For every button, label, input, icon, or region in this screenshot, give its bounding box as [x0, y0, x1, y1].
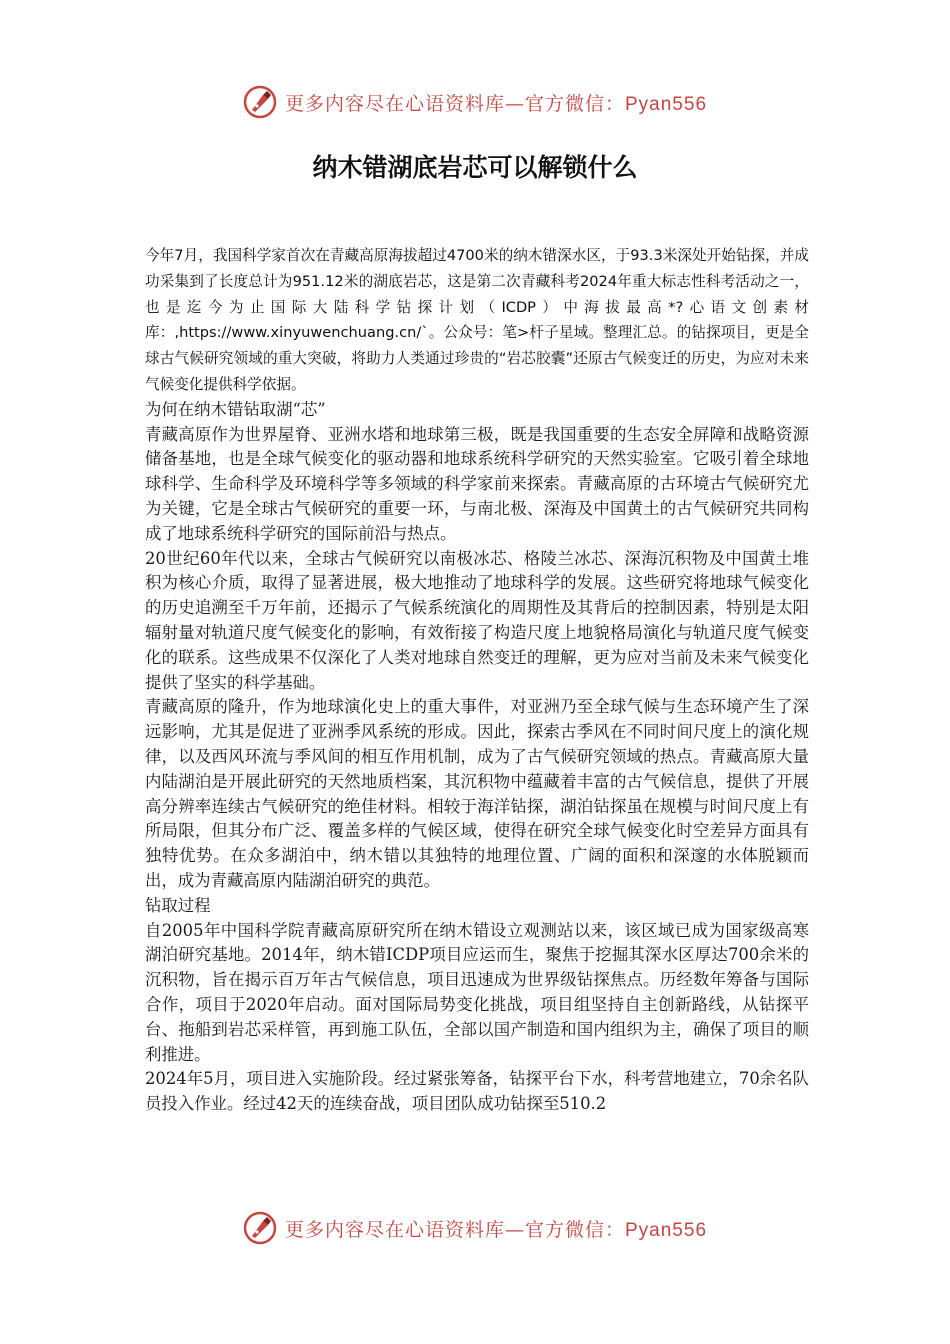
banner-wechat-id: Pyan556 — [625, 1219, 708, 1241]
pen-nib-circle-logo-icon — [243, 1211, 277, 1245]
article-title: 纳木错湖底岩芯可以解锁什么 — [312, 153, 638, 182]
paragraph: 20世纪60年代以来，全球古气候研究以南极冰芯、格陵兰冰芯、深海沉积物及中国黄土堆积为核心介质，取得了显著进展，极大地推动了地球科学的发展。这些研究将地球气候变化的历史追溯至千万年前，还揭示了气候系统演化的周期性及其背后的控制因素，特别是太阳辐射量对轨道尺度气候变化的影响，有效衔接了构造尺度上地貌格局演化与轨道尺度气候变化的联系。这些成果不仅深化了人类对地球自然变迁的理解，更为应对当前及未来气候变化提供了坚实的科学基础。 — [145, 548, 809, 692]
paragraph: 2024年5月，项目进入实施阶段。经过紧张筹备，钻探平台下水，科考营地建立，70余名队员投入作业。经过42天的连续奋战，项目团队成功钻探至510.2 — [145, 1069, 809, 1114]
banner-slogan: 更多内容尽在心语资料库—官方微信： — [284, 92, 625, 115]
article-body — [145, 243, 809, 1117]
pen-nib-circle-logo-icon — [243, 85, 277, 119]
banner-slogan: 更多内容尽在心语资料库—官方微信： — [284, 1218, 625, 1241]
paragraph: 青藏高原的隆升，作为地球演化史上的重大事件，对亚洲乃至全球气候与生态环境产生了深远影响，尤其是促进了亚洲季风系统的形成。因此，探索古季风在不同时间尺度上的演化规律，以及西风环流与季风间的相互作用机制，成为了古气候研究领域的热点。青藏高原大量内陆湖泊是开展此研究的天然地质档案，其沉积物中蕴藏着丰富的古气候信息，提供了开展高分辨率连续古气候研究的绝佳材料。相较于海洋钻探，湖泊钻探虽在规模与时间尺度上有所局限，但其分布广泛、覆盖多样的气候区域，使得在研究全球气候变化时空差异方面具有独特优势。在众多湖泊中，纳木错以其独特的地理位置、广阔的面积和深邃的水体脱颖而出，成为青藏高原内陆湖泊研究的典范。 — [145, 697, 809, 890]
footer-banner — [0, 1208, 950, 1248]
banner-wechat-id: Pyan556 — [625, 93, 708, 115]
banner-text — [285, 1215, 707, 1242]
section-heading-why: 为何在纳木错钻取湖“芯” — [145, 399, 326, 419]
section-heading-process: 钻取过程 — [145, 895, 211, 915]
paragraph: 自2005年中国科学院青藏高原研究所在纳木错设立观测站以来，该区域已成为国家级高寒湖泊研究基地。2014年，纳木错ICDP项目应运而生，聚焦于挖掘其深水区厚达700余米的沉积物，旨在揭示百万年古气候信息，项目迅速成为世界级钻探焦点。历经数年筹备与国际合作，项目于2020年启动。面对国际局势变化挑战，项目组坚持自主创新路线，从钻探平台、拖船到岩芯采样管，再到施工队伍，全部以国产制造和国内组织为主，确保了项目的顺利推进。 — [145, 920, 809, 1064]
intro-paragraph: 今年7月，我国科学家首次在青藏高原海拔超过4700米的纳木错深水区，于93.3米深处开始钻探，并成功采集到了长度总计为951.12米的湖底岩芯，这是第二次青藏科考2024年重大标志性科考活动之一，也是迄今为止国际大陆科学钻探计划（ICDP）中海拔最高*?心语文创素材库：,https://www.xinyuwenchuang.cn/`。公众号：笔>杆子星域。整理汇总。的钻探项目，更是全球古气候研究领域的重大突破，将助力人类通过珍贵的“岩芯胶囊”还原古气候变迁的历史，为应对未来气候变化提供科学依据。 — [145, 247, 809, 393]
banner-text — [285, 89, 707, 116]
header-banner — [0, 82, 950, 122]
paragraph: 青藏高原作为世界屋脊、亚洲水塔和地球第三极，既是我国重要的生态安全屏障和战略资源储备基地，也是全球气候变化的驱动器和地球系统科学研究的天然实验室。它吸引着全球地球科学、生命科学及环境科学等多领域的科学家前来探索。青藏高原的古环境古气候研究尤为关键，它是全球古气候研究的重要一环，与南北极、深海及中国黄土的古气候研究共同构成了地球系统科学研究的国际前沿与热点。 — [145, 424, 809, 543]
